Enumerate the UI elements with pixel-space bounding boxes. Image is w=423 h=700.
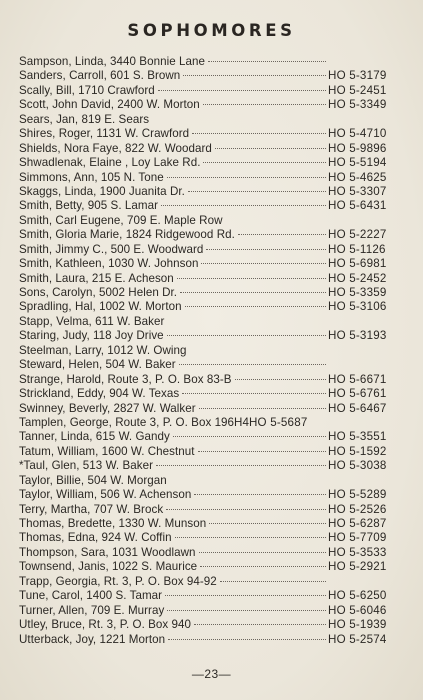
list-item [19,127,408,141]
dot-leader [167,335,326,336]
phone-number: HO 5-6761 [328,387,387,401]
list-item [19,185,408,199]
student-name-address: Tatum, William, 1600 W. Chestnut [19,444,195,458]
dot-leader [180,292,326,293]
phone-number: HO 5-2451 [328,83,387,97]
dot-leader [194,494,326,495]
dot-leader [168,639,326,640]
dot-leader [156,465,326,466]
student-name-address: Thomas, Edna, 924 W. Coffin [19,531,172,545]
dot-leader [173,436,326,437]
list-item [19,142,408,156]
list-item [19,474,408,488]
dot-leader [199,408,326,409]
student-name-address: Sampson, Linda, 3440 Bonnie Lane [19,55,205,68]
student-name-address: *Taul, Glen, 513 W. Baker [19,459,153,473]
student-name-address: Smith, Kathleen, 1030 W. Johnson [19,257,199,271]
list-item [19,98,408,112]
section-heading: SOPHOMORES [127,21,296,40]
list-item [19,55,408,69]
page-number: —23— [191,667,232,681]
list-item [19,272,408,286]
student-name-address: Utley, Bruce, Rt. 3, P. O. Box 940 [19,618,192,632]
phone-number: HO 5-9896 [328,141,387,155]
phone-number: HO 5-6250 [328,589,387,603]
list-item [19,329,408,343]
student-name-address: Tanner, Linda, 615 W. Gandy [19,430,170,444]
phone-number: HO 5-6287 [328,517,387,530]
list-item [19,300,408,314]
student-name-address: Taylor, Billie, 504 W. Morgan [19,473,167,487]
phone-number: HO 5-3106 [328,300,387,314]
student-name-address: Strange, Harold, Route 3, P. O. Box 83-B [19,372,232,386]
list-item [19,286,408,300]
student-name-address: Scally, Bill, 1710 Crawford [19,83,155,97]
dot-leader [165,595,326,596]
list-item [19,358,408,372]
list-item [19,243,408,257]
phone-number: HO 5-1592 [328,444,387,458]
student-name-address: Townsend, Janis, 1022 S. Maurice [19,560,198,574]
student-name-address: Spradling, Hal, 1002 W. Morton [19,300,182,314]
dot-leader [188,191,326,192]
dot-leader [167,610,326,611]
dot-leader [182,393,326,394]
phone-number: HO 5-4710 [328,127,387,141]
dot-leader [198,451,326,452]
student-name-address: Thomas, Bredette, 1330 W. Munson [19,517,207,530]
dot-leader [203,104,326,105]
student-name-address: Strickland, Eddy, 904 W. Texas [19,387,180,401]
student-name-address: Stapp, Velma, 611 W. Baker [19,314,165,328]
dot-leader [200,566,326,567]
phone-number: HO 5-2921 [328,560,387,574]
dot-leader [203,162,326,163]
phone-number: HO 5-7709 [328,531,387,545]
phone-number: HO 5-3193 [328,329,387,343]
student-name-address: Swinney, Beverly, 2827 W. Walker [19,401,196,415]
dot-leader [158,90,326,91]
student-name-address: Sanders, Carroll, 601 S. Brown [19,69,181,83]
list-item [19,531,408,545]
student-name-address: Steward, Helen, 504 W. Baker [19,358,176,372]
phone-number: HO 5-3551 [328,430,387,444]
phone-number: HO 5-5687 [248,415,308,429]
student-name-address: Steelman, Larry, 1012 W. Owing [19,343,187,357]
dot-leader [220,581,326,582]
list-item [19,199,408,213]
student-name-address: Terry, Martha, 707 W. Brock [19,502,164,516]
phone-number: HO 5-4625 [328,170,387,184]
dot-leader [238,234,326,235]
student-name-address: Staring, Judy, 118 Joy Drive [19,329,164,343]
list-item [19,315,408,329]
phone-number: HO 5-6431 [328,199,387,213]
list-item [19,257,408,271]
list-item [19,560,408,574]
student-name-address: Skaggs, Linda, 1900 Juanita Dr. [19,184,185,198]
dot-leader [209,523,326,524]
dot-leader [206,249,326,250]
phone-number: HO 5-6981 [328,257,387,271]
list-item [19,546,408,560]
student-name-address: Scott, John David, 2400 W. Morton [19,98,200,112]
phone-number: HO 5-6046 [328,603,387,617]
phone-number: HO 5-1939 [328,618,387,632]
list-item [19,156,408,170]
phone-number: HO 5-2227 [328,228,387,242]
student-name-address: Shwadlenak, Elaine , Loy Lake Rd. [19,156,201,170]
student-name-address: Smith, Carl Eugene, 709 E. Maple Row [19,213,223,227]
dot-leader [199,552,326,553]
student-name-address: Taylor, William, 506 W. Achenson [19,488,192,502]
phone-number: HO 5-6671 [328,372,387,386]
student-name-address: Simmons, Ann, 105 N. Tone [19,170,164,184]
dot-leader [201,263,326,264]
student-name-address: Utterback, Joy, 1221 Morton [19,632,166,646]
phone-number: HO 5-2574 [328,632,387,646]
phone-number: HO 5-3179 [328,69,387,83]
student-name-address: Sons, Carolyn, 5002 Helen Dr. [19,286,178,299]
student-name-address: Tamplen, George, Route 3, P. O. Box 196H4 [19,415,249,429]
phone-number: HO 5-2452 [328,271,387,285]
list-item [19,171,408,185]
dot-leader [167,177,326,178]
list-item [19,459,408,473]
student-name-address: Sears, Jan, 819 E. Sears [19,112,150,126]
dot-leader [215,148,326,149]
dot-leader [175,537,326,538]
phone-number: HO 5-3307 [328,184,387,198]
phone-number: HO 5-5289 [328,488,387,502]
list-item [19,503,408,517]
list-item [19,113,408,127]
list-item [19,84,408,98]
dot-leader [177,278,326,279]
list-item [19,589,408,603]
phone-number: HO 5-3359 [328,286,387,299]
student-name-address: Smith, Gloria Marie, 1824 Ridgewood Rd. [19,228,235,242]
dot-leader [235,379,326,380]
list-item [19,618,408,632]
student-list [19,55,408,647]
list-item [19,416,408,430]
student-name-address: Trapp, Georgia, Rt. 3, P. O. Box 94-92 [19,574,217,588]
dot-leader [192,133,326,134]
student-name-address: Smith, Betty, 905 S. Lamar [19,199,158,213]
list-item [19,214,408,228]
dot-leader [183,75,326,76]
student-name-address: Tune, Carol, 1400 S. Tamar [19,589,163,603]
dot-leader [166,509,326,510]
list-item [19,228,408,242]
phone-number: HO 5-5194 [328,156,387,170]
phone-number: HO 5-1126 [328,242,386,256]
list-item [19,402,408,416]
list-item [19,517,408,531]
list-item [19,633,408,647]
dot-leader [194,624,326,625]
list-item [19,387,408,401]
student-name-address: Smith, Laura, 215 E. Acheson [19,271,174,285]
list-item [19,575,408,589]
phone-number: HO 5-3533 [328,545,387,559]
list-item [19,445,408,459]
student-name-address: Turner, Allen, 709 E. Murray [19,603,165,617]
phone-number: HO 5-3038 [328,459,387,473]
phone-number: HO 5-6467 [328,401,387,415]
list-item [19,430,408,444]
student-name-address: Shields, Nora Faye, 822 W. Woodard [19,141,212,155]
dot-leader [161,205,326,206]
list-item [19,604,408,618]
list-item [19,373,408,387]
student-name-address: Shires, Roger, 1131 W. Crawford [19,127,190,141]
phone-number: HO 5-2526 [328,502,387,516]
phone-number: HO 5-3349 [328,98,387,112]
student-name-address: Smith, Jimmy C., 500 E. Woodward [19,242,204,256]
dot-leader [179,364,326,365]
student-name-address: Thompson, Sara, 1031 Woodlawn [19,545,196,559]
list-item [19,69,408,83]
dot-leader [185,306,326,307]
list-item [19,488,408,502]
dot-leader [208,61,326,62]
list-item [19,344,408,358]
